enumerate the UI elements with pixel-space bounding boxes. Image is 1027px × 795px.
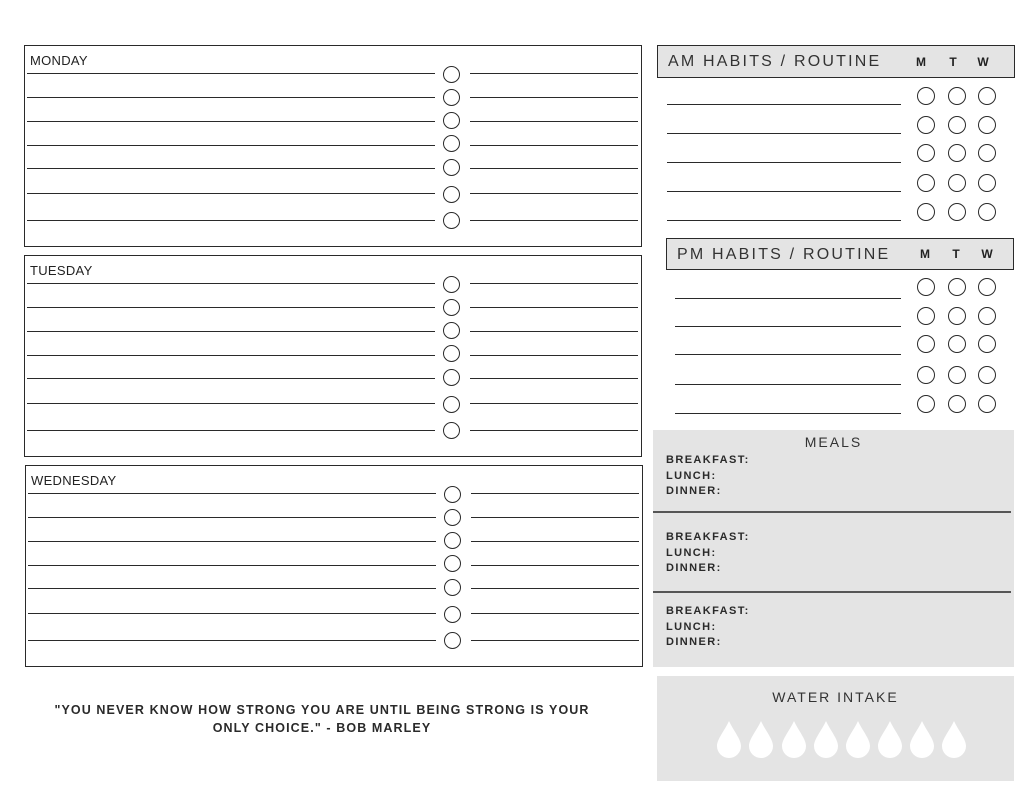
habit-checkbox[interactable] — [917, 116, 935, 134]
habit-line[interactable] — [667, 162, 901, 163]
habit-checkbox[interactable] — [978, 174, 996, 192]
task-note-line[interactable] — [470, 73, 638, 74]
day-letter-m: M — [920, 247, 930, 261]
quote-line-1: "YOU NEVER KNOW HOW STRONG YOU ARE UNTIL BEING STRONG IS YOUR — [54, 703, 590, 717]
habit-checkbox[interactable] — [917, 395, 935, 413]
habit-line[interactable] — [667, 133, 901, 134]
task-checkbox[interactable] — [443, 159, 460, 176]
task-note-line[interactable] — [470, 97, 638, 98]
task-line[interactable] — [28, 541, 436, 542]
task-line[interactable] — [27, 331, 435, 332]
habit-checkbox[interactable] — [917, 307, 935, 325]
habit-checkbox[interactable] — [948, 203, 966, 221]
meal-divider — [653, 511, 1011, 513]
task-checkbox[interactable] — [443, 369, 460, 386]
day-letter-w: W — [981, 247, 993, 261]
habit-checkbox[interactable] — [978, 335, 996, 353]
task-line[interactable] — [27, 168, 435, 169]
task-checkbox[interactable] — [443, 422, 460, 439]
habit-checkbox[interactable] — [978, 116, 996, 134]
task-checkbox[interactable] — [443, 299, 460, 316]
task-checkbox[interactable] — [444, 532, 461, 549]
task-checkbox[interactable] — [443, 396, 460, 413]
habit-checkbox[interactable] — [917, 278, 935, 296]
habit-checkbox[interactable] — [948, 174, 966, 192]
task-note-line[interactable] — [471, 541, 639, 542]
habit-checkbox[interactable] — [917, 366, 935, 384]
water-drop-icon[interactable] — [748, 720, 774, 758]
water-drop-icon[interactable] — [781, 720, 807, 758]
task-checkbox[interactable] — [443, 89, 460, 106]
task-note-line[interactable] — [470, 378, 638, 379]
habit-checkbox[interactable] — [948, 366, 966, 384]
habit-line[interactable] — [667, 191, 901, 192]
task-note-line[interactable] — [471, 517, 639, 518]
dinner-label: DINNER: — [666, 562, 722, 574]
habit-checkbox[interactable] — [978, 278, 996, 296]
habit-checkbox[interactable] — [917, 87, 935, 105]
habit-checkbox[interactable] — [948, 87, 966, 105]
task-checkbox[interactable] — [443, 212, 460, 229]
task-line[interactable] — [27, 283, 435, 284]
lunch-label: LUNCH: — [666, 469, 717, 482]
task-line[interactable] — [27, 220, 435, 221]
task-line[interactable] — [27, 145, 435, 146]
habit-line[interactable] — [667, 104, 901, 105]
day-title: TUESDAY — [30, 263, 93, 278]
breakfast-label: BREAKFAST: — [666, 605, 750, 617]
water-intake-title: WATER INTAKE — [772, 689, 899, 705]
wednesday-box — [25, 465, 643, 667]
task-line[interactable] — [28, 640, 436, 641]
breakfast-label: BREAKFAST: — [666, 531, 750, 543]
task-note-line[interactable] — [471, 493, 639, 494]
task-line[interactable] — [28, 493, 436, 494]
water-drop-icon[interactable] — [909, 720, 935, 758]
habit-line[interactable] — [675, 354, 901, 355]
task-line[interactable] — [27, 430, 435, 431]
task-line[interactable] — [28, 588, 436, 589]
task-line[interactable] — [27, 355, 435, 356]
task-checkbox[interactable] — [443, 135, 460, 152]
habit-checkbox[interactable] — [948, 307, 966, 325]
lunch-label: LUNCH: — [666, 546, 717, 559]
task-checkbox[interactable] — [444, 632, 461, 649]
task-note-line[interactable] — [470, 193, 638, 194]
task-checkbox[interactable] — [444, 579, 461, 596]
task-checkbox[interactable] — [444, 486, 461, 503]
habit-checkbox[interactable] — [978, 366, 996, 384]
day-letter-t: T — [949, 55, 957, 69]
task-line[interactable] — [27, 73, 435, 74]
task-checkbox[interactable] — [444, 555, 461, 572]
water-drop-icon[interactable] — [877, 720, 903, 758]
pm-habits-header — [666, 238, 1014, 270]
habit-checkbox[interactable] — [978, 203, 996, 221]
task-line[interactable] — [27, 378, 435, 379]
task-line[interactable] — [27, 97, 435, 98]
meals-title: MEALS — [804, 434, 863, 450]
day-title: MONDAY — [30, 53, 88, 68]
am-habits-title: AM HABITS / ROUTINE — [668, 53, 882, 70]
pm-habits-title: PM HABITS / ROUTINE — [677, 246, 891, 263]
meal-group — [666, 604, 750, 651]
task-checkbox[interactable] — [444, 509, 461, 526]
habit-checkbox[interactable] — [978, 395, 996, 413]
water-drop-icon[interactable] — [941, 720, 967, 758]
water-drop-icon[interactable] — [716, 720, 742, 758]
habit-checkbox[interactable] — [948, 335, 966, 353]
task-note-line[interactable] — [470, 220, 638, 221]
task-note-line[interactable] — [471, 588, 639, 589]
task-checkbox[interactable] — [443, 112, 460, 129]
task-note-line[interactable] — [470, 331, 638, 332]
habit-checkbox[interactable] — [917, 174, 935, 192]
meal-group — [666, 530, 750, 577]
lunch-label: LUNCH: — [666, 620, 717, 633]
day-title: WEDNESDAY — [31, 473, 117, 488]
task-note-line[interactable] — [470, 403, 638, 404]
day-letter-t: T — [952, 247, 960, 261]
task-checkbox[interactable] — [443, 66, 460, 83]
task-checkbox[interactable] — [443, 322, 460, 339]
habit-checkbox[interactable] — [948, 278, 966, 296]
habit-checkbox[interactable] — [948, 116, 966, 134]
quote — [20, 701, 624, 737]
task-note-line[interactable] — [470, 430, 638, 431]
monday-box — [24, 45, 642, 247]
habit-line[interactable] — [675, 413, 901, 414]
task-checkbox[interactable] — [443, 276, 460, 293]
tuesday-box — [24, 255, 642, 457]
task-line[interactable] — [27, 121, 435, 122]
task-line[interactable] — [27, 307, 435, 308]
meal-divider — [653, 591, 1011, 593]
habit-line[interactable] — [675, 298, 901, 299]
task-note-line[interactable] — [470, 307, 638, 308]
am-habits-header — [657, 45, 1015, 78]
task-note-line[interactable] — [470, 121, 638, 122]
habit-checkbox[interactable] — [917, 144, 935, 162]
habit-checkbox[interactable] — [978, 87, 996, 105]
habit-line[interactable] — [675, 326, 901, 327]
dinner-label: DINNER: — [666, 636, 722, 648]
task-note-line[interactable] — [470, 355, 638, 356]
habit-checkbox[interactable] — [948, 144, 966, 162]
habit-checkbox[interactable] — [917, 335, 935, 353]
dinner-label: DINNER: — [666, 485, 722, 497]
habit-checkbox[interactable] — [917, 203, 935, 221]
habit-checkbox[interactable] — [978, 307, 996, 325]
task-note-line[interactable] — [470, 145, 638, 146]
breakfast-label: BREAKFAST: — [666, 454, 750, 466]
day-letter-m: M — [916, 55, 926, 69]
meal-group — [666, 453, 750, 500]
task-note-line[interactable] — [471, 640, 639, 641]
day-letter-w: W — [977, 55, 989, 69]
meals-panel — [653, 430, 1014, 667]
task-note-line[interactable] — [470, 283, 638, 284]
water-drop-icon[interactable] — [813, 720, 839, 758]
task-note-line[interactable] — [470, 168, 638, 169]
task-checkbox[interactable] — [443, 186, 460, 203]
habit-checkbox[interactable] — [948, 395, 966, 413]
task-note-line[interactable] — [471, 613, 639, 614]
quote-line-2: ONLY CHOICE." - BOB MARLEY — [212, 721, 432, 735]
habit-checkbox[interactable] — [978, 144, 996, 162]
task-line[interactable] — [27, 403, 435, 404]
task-line[interactable] — [28, 565, 436, 566]
task-line[interactable] — [28, 517, 436, 518]
habit-line[interactable] — [667, 220, 901, 221]
task-note-line[interactable] — [471, 565, 639, 566]
water-drop-icon[interactable] — [845, 720, 871, 758]
task-checkbox[interactable] — [443, 345, 460, 362]
habit-line[interactable] — [675, 384, 901, 385]
water-intake-panel — [657, 676, 1014, 781]
task-line[interactable] — [28, 613, 436, 614]
task-line[interactable] — [27, 193, 435, 194]
task-checkbox[interactable] — [444, 606, 461, 623]
